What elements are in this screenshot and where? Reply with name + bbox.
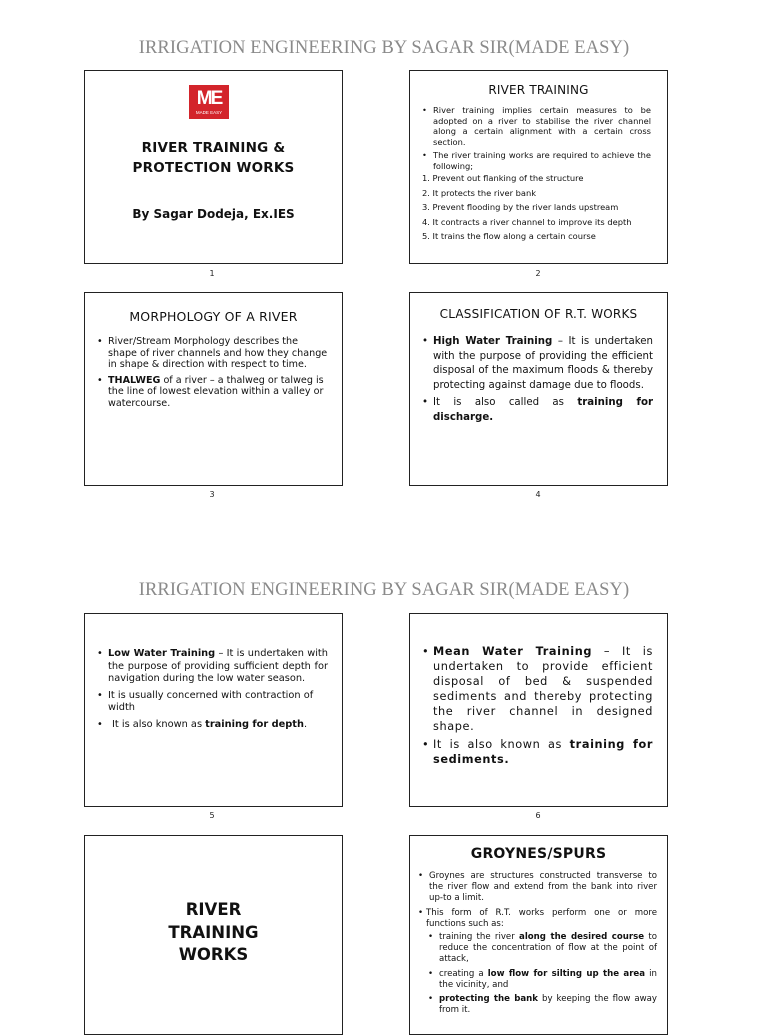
slide-8-title: GROYNES/SPURS [470,846,607,862]
slide-6 [409,613,668,807]
list-item: • THALWEG of a river – a thalweg or talweg is the line of lowest elevation within a valley or watercourse. [97,374,324,409]
list-item: • The river training works are required to achieve the following; [422,150,651,171]
logo-mark: ME [196,88,222,109]
section-title-line-3: WORKS [178,945,249,964]
list-item: • River training implies certain measures to be adopted on a river to stabilise the river channel along a certain alignment with a certain cross section. [422,105,651,147]
page-number-2: 2 [535,269,541,278]
list-item: • protecting the bank by keeping the flow away from it. [428,994,657,1016]
page-header: IRRIGATION ENGINEERING BY SAGAR SIR(MADE EASY) [138,38,630,58]
title-line-1: RIVER TRAINING & [141,140,286,156]
section-title-line-1: RIVER [185,900,242,919]
list-item: 5. It trains the flow along a certain course [422,231,596,241]
slide-4-title: CLASSIFICATION OF R.T. WORKS [439,307,638,321]
list-item: • It is also known as training for sediments. [422,738,654,766]
list-item: • It is also known as training for depth. [97,718,308,730]
section-title-line-2: TRAINING [168,922,259,942]
list-item: • Groynes are structures constructed transverse to the river flow and extend from the bank into river up-to a limit. [418,871,657,904]
numbered-list [422,173,651,242]
slide-3-title: MORPHOLOGY OF A RIVER [129,309,298,324]
slide-1-title [85,138,342,178]
page-number-1: 1 [209,269,215,278]
list-item: • High Water Training – It is undertaken with the purpose of providing the efficient disposal of the maximum floods & thereby protecting against damage due to floods. [422,336,653,391]
page-number-5: 5 [209,811,215,820]
slide-8 [409,835,668,1035]
slide-5 [84,613,343,807]
page-number-6: 6 [535,811,541,820]
slide-2-title: RIVER TRAINING [488,83,589,97]
author-line: By Sagar Dodeja, Ex.IES [132,207,295,221]
slide-2 [409,70,668,264]
list-item: 4. It contracts a river channel to improve its depth [422,216,632,227]
list-item: • creating a low flow for silting up the area in the vicinity, and [428,968,657,990]
page-number-4: 4 [535,490,541,499]
made-easy-logo [189,85,229,119]
page-header-2: IRRIGATION ENGINEERING BY SAGAR SIR(MADE EASY) [138,580,630,600]
list-item: • It is also called as training for discharge. [422,397,653,423]
list-item: • training the river along the desired course to reduce the concentration of flow at the point of attack, [428,932,657,965]
list-item: • It is usually concerned with contraction of width [97,689,314,713]
list-item: • River/Stream Morphology describes the shape of river channels and how they change in shape & direction with respect to time. [97,336,328,371]
list-item: 3. Prevent flooding by the river lands upstream [422,202,619,212]
page-number-3: 3 [209,490,215,499]
slide-1 [84,70,343,264]
slide-7 [84,835,343,1035]
list-item: 1. Prevent out flanking of the structure [422,173,584,183]
list-item: • This form of R.T. works perform one or more functions such as: [418,907,657,929]
list-item: • Mean Water Training – It is undertaken to provide efficient disposal of bed & suspended sediments and thereby protecting the river channel in designed shape. [422,645,653,733]
section-title [85,899,342,967]
logo-caption: MADE EASY [195,110,223,115]
list-item: 2. It protects the river bank [422,187,537,198]
slide-3 [84,292,343,486]
list-item: • Low Water Training – It is undertaken with the purpose of providing sufficient depth for navigation during the low water season. [97,648,328,684]
title-line-2: PROTECTION WORKS [132,160,295,176]
slide-4 [409,292,668,486]
